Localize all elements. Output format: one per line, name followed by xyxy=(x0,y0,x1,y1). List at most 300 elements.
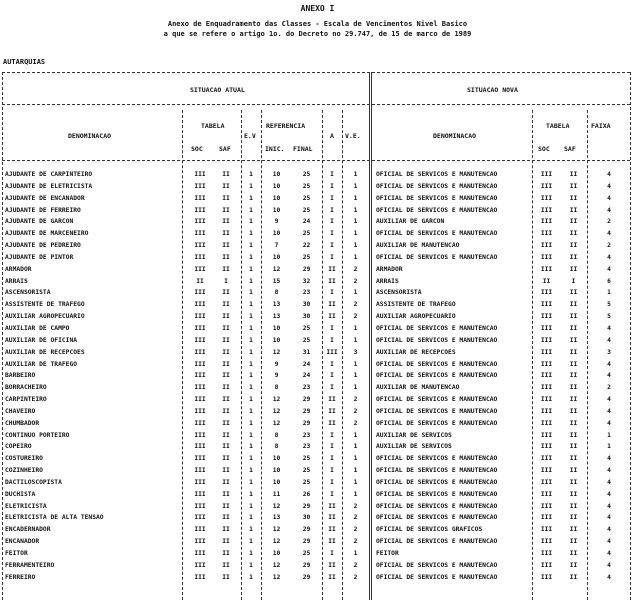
new-denominacao: OFICIAL DE SERVICOS GRAFICOS xyxy=(376,526,483,534)
old-denominacao: COZINHEIRO xyxy=(5,467,43,475)
inic-value: 12 xyxy=(272,407,281,415)
ev-value: 1 xyxy=(249,324,253,332)
final-value: 25 xyxy=(302,230,311,238)
saf-new-value: II xyxy=(569,443,578,451)
soc-new-value: III xyxy=(540,467,553,475)
inic-value: 9 xyxy=(274,372,279,380)
old-denominacao: DUCHISTA xyxy=(5,490,36,498)
faixa-value: 4 xyxy=(607,467,611,475)
faixa-value: 4 xyxy=(607,502,611,510)
ve-value: 2 xyxy=(353,396,358,404)
soc-new-value: III xyxy=(540,384,553,392)
soc-value: III xyxy=(194,336,206,344)
faixa-value: 2 xyxy=(607,242,611,250)
inic-value: 8 xyxy=(274,431,279,439)
new-denominacao: OFICIAL DE SERVICOS E MANUTENCAO xyxy=(376,360,498,368)
inic-value: 10 xyxy=(272,171,281,178)
saf-value: II xyxy=(222,301,230,309)
ve-value: 2 xyxy=(353,561,358,569)
new-denominacao: OFICIAL DE SERVICOS E MANUTENCAO xyxy=(376,455,498,463)
a-value: II xyxy=(328,313,336,321)
ve-value: 1 xyxy=(353,324,358,332)
ve-value: 1 xyxy=(353,550,358,557)
header-soc-right: SOC xyxy=(538,145,550,153)
document-subtitle-2: a que se refere o artigo 1o. do Decreto no 29.747, de 15 de marco de 1989 xyxy=(163,30,472,38)
section-label: AUTARQUIAS xyxy=(3,58,46,66)
saf-value: II xyxy=(222,230,230,238)
table-row xyxy=(0,348,635,360)
old-denominacao: CARPINTEIRO xyxy=(5,396,47,404)
faixa-value: 4 xyxy=(607,253,611,261)
table-row xyxy=(0,573,635,585)
ve-value: 2 xyxy=(353,265,358,273)
inic-value: 12 xyxy=(272,265,281,273)
saf-new-value: II xyxy=(569,407,578,415)
faixa-value: 4 xyxy=(607,419,611,427)
table-row xyxy=(0,241,635,253)
ve-value: 1 xyxy=(353,171,358,178)
saf-new-value: II xyxy=(569,550,578,557)
soc-value: III xyxy=(194,407,206,415)
ve-value: 1 xyxy=(353,443,358,451)
final-value: 25 xyxy=(302,194,311,202)
a-value: I xyxy=(330,455,334,463)
new-denominacao: OFICIAL DE SERVICOS E MANUTENCAO xyxy=(376,490,498,498)
inic-value: 10 xyxy=(272,478,281,486)
ev-value: 1 xyxy=(249,336,253,344)
old-denominacao: ENCADERNADOR xyxy=(5,526,51,534)
saf-value: II xyxy=(222,206,230,214)
saf-new-value: II xyxy=(569,561,578,569)
old-denominacao: AJUDANTE DE PINTOR xyxy=(5,253,74,261)
header-denominacao-left: DENOMINACAO xyxy=(68,132,112,140)
saf-new-value: II xyxy=(569,242,578,250)
ve-value: 1 xyxy=(353,467,358,475)
soc-value: III xyxy=(194,467,206,475)
new-denominacao: OFICIAL DE SERVICOS E MANUTENCAO xyxy=(376,194,498,202)
old-denominacao: FEITOR xyxy=(5,550,28,557)
final-value: 25 xyxy=(302,478,311,486)
ev-value: 1 xyxy=(249,253,253,261)
soc-new-value: III xyxy=(540,455,553,463)
ev-value: 1 xyxy=(249,514,253,522)
table-row xyxy=(0,360,635,372)
situacao-rule xyxy=(2,104,630,105)
final-value: 32 xyxy=(302,277,311,285)
final-value: 29 xyxy=(302,396,311,404)
ve-value: 2 xyxy=(353,419,358,427)
old-denominacao: FERRAMENTEIRO xyxy=(5,561,55,569)
soc-new-value: III xyxy=(540,514,553,522)
saf-new-value: II xyxy=(569,502,578,510)
new-denominacao: OFICIAL DE SERVICOS E MANUTENCAO xyxy=(376,538,498,546)
faixa-value: 4 xyxy=(607,573,611,581)
ve-value: 1 xyxy=(353,182,358,190)
ve-value: 1 xyxy=(353,289,358,297)
saf-new-value: II xyxy=(569,206,578,214)
faixa-value: 4 xyxy=(607,336,611,344)
old-denominacao: AJUDANTE DE PEDREIRO xyxy=(5,242,81,250)
soc-new-value: III xyxy=(540,289,553,297)
saf-new-value: II xyxy=(569,455,578,463)
saf-new-value: II xyxy=(569,538,578,546)
saf-new-value: II xyxy=(569,182,578,190)
a-value: I xyxy=(330,443,334,451)
saf-value: II xyxy=(222,289,230,297)
inic-value: 12 xyxy=(272,348,281,356)
final-value: 25 xyxy=(302,324,311,332)
saf-value: II xyxy=(222,194,230,202)
saf-new-value: II xyxy=(569,324,578,332)
soc-value: III xyxy=(194,396,206,404)
soc-new-value: III xyxy=(540,372,553,380)
new-denominacao: AUXILIAR DE SERVICOS xyxy=(376,443,452,451)
soc-value: III xyxy=(194,242,206,250)
soc-value: III xyxy=(194,253,206,261)
new-denominacao: FEITOR xyxy=(376,550,399,557)
a-value: II xyxy=(328,514,336,522)
soc-value: III xyxy=(194,372,206,380)
ev-value: 1 xyxy=(249,230,253,238)
ev-value: 1 xyxy=(249,277,253,285)
a-value: II xyxy=(328,419,336,427)
soc-new-value: III xyxy=(540,443,553,451)
ev-value: 1 xyxy=(249,265,253,273)
inic-value: 9 xyxy=(274,360,279,368)
final-value: 23 xyxy=(302,431,311,439)
soc-new-value: III xyxy=(540,348,553,356)
soc-value: III xyxy=(194,289,206,297)
ev-value: 1 xyxy=(249,242,253,250)
soc-new-value: III xyxy=(540,550,553,557)
faixa-value: 4 xyxy=(607,561,611,569)
a-value: II xyxy=(328,301,336,309)
ev-value: 1 xyxy=(249,561,253,569)
saf-new-value: II xyxy=(569,431,578,439)
soc-new-value: III xyxy=(540,230,553,238)
final-value: 24 xyxy=(302,360,311,368)
soc-new-value: III xyxy=(540,182,553,190)
table-row xyxy=(0,490,635,502)
old-denominacao: ASSISTENTE DE TRAFEGO xyxy=(5,301,85,309)
new-denominacao: ARMADOR xyxy=(376,265,403,273)
header-saf-right: SAF xyxy=(564,145,576,153)
soc-value: III xyxy=(194,431,206,439)
old-denominacao: ELETRICISTA DE ALTA TENSAO xyxy=(5,514,104,522)
table-row xyxy=(0,206,635,218)
soc-new-value: III xyxy=(540,265,553,273)
saf-value: II xyxy=(222,242,230,250)
final-value: 31 xyxy=(302,348,311,356)
faixa-value: 4 xyxy=(607,407,611,415)
ve-value: 1 xyxy=(353,194,358,202)
table-row xyxy=(0,265,635,277)
soc-new-value: III xyxy=(540,502,553,510)
final-value: 25 xyxy=(302,253,311,261)
table-row xyxy=(0,442,635,454)
inic-value: 10 xyxy=(272,324,281,332)
old-denominacao: DACTILOSCOPISTA xyxy=(5,478,62,486)
ev-value: 1 xyxy=(249,467,253,475)
ev-value: 1 xyxy=(249,431,253,439)
table-row xyxy=(0,194,635,206)
final-value: 29 xyxy=(302,502,311,510)
table-row xyxy=(0,395,635,407)
ve-value: 1 xyxy=(353,384,358,392)
old-denominacao: AJUDANTE DE FERREIRO xyxy=(5,206,81,214)
soc-value: III xyxy=(194,443,206,451)
a-value: I xyxy=(330,289,334,297)
saf-value: II xyxy=(222,313,230,321)
soc-new-value: III xyxy=(540,419,553,427)
faixa-value: 4 xyxy=(607,171,611,178)
saf-new-value: II xyxy=(569,313,578,321)
saf-value: II xyxy=(222,478,230,486)
saf-value: II xyxy=(222,538,230,546)
final-value: 25 xyxy=(302,182,311,190)
old-denominacao: AUXILIAR DE CAMPO xyxy=(5,324,70,332)
table-row xyxy=(0,336,635,348)
inic-value: 10 xyxy=(272,467,281,475)
header-bottom-rule xyxy=(2,160,630,161)
saf-value: II xyxy=(222,407,230,415)
header-tabela-left: TABELA xyxy=(201,122,225,130)
faixa-value: 1 xyxy=(607,289,611,297)
a-value: I xyxy=(330,206,334,214)
old-denominacao: AJUDANTE DE GARCON xyxy=(5,218,74,226)
soc-new-value: III xyxy=(540,526,553,534)
inic-value: 10 xyxy=(272,230,281,238)
old-denominacao: BARBEIRO xyxy=(5,372,36,380)
soc-value: III xyxy=(194,538,206,546)
ve-value: 1 xyxy=(353,230,358,238)
saf-value: II xyxy=(222,336,230,344)
faixa-value: 4 xyxy=(607,265,611,273)
saf-value: II xyxy=(222,550,230,557)
ve-value: 2 xyxy=(353,502,358,510)
ve-value: 2 xyxy=(353,538,358,546)
soc-new-value: III xyxy=(540,561,553,569)
new-denominacao: OFICIAL DE SERVICOS E MANUTENCAO xyxy=(376,253,498,261)
a-value: I xyxy=(330,360,334,368)
inic-value: 10 xyxy=(272,455,281,463)
faixa-value: 4 xyxy=(607,478,611,486)
ev-value: 1 xyxy=(249,396,253,404)
faixa-value: 2 xyxy=(607,218,611,226)
a-value: II xyxy=(328,561,336,569)
ev-value: 1 xyxy=(249,490,253,498)
soc-value: III xyxy=(194,194,206,202)
new-denominacao: AUXILIAR DE MANUTENCAO xyxy=(376,384,460,392)
ev-value: 1 xyxy=(249,348,253,356)
saf-value: II xyxy=(222,384,230,392)
ve-value: 2 xyxy=(353,573,358,581)
faixa-value: 6 xyxy=(607,277,611,285)
inic-value: 12 xyxy=(272,502,281,510)
header-ve: V.E. xyxy=(345,132,361,140)
ev-value: 1 xyxy=(249,289,253,297)
saf-value: II xyxy=(222,360,230,368)
table-row xyxy=(0,324,635,336)
new-denominacao: ASCENSORISTA xyxy=(376,289,422,297)
old-denominacao: ARMADOR xyxy=(5,265,32,273)
final-value: 25 xyxy=(302,455,311,463)
inic-value: 13 xyxy=(272,514,281,522)
table-row xyxy=(0,383,635,395)
table-row xyxy=(0,217,635,229)
soc-value: III xyxy=(194,265,206,273)
old-denominacao: AUXILIAR DE TRAFEGO xyxy=(5,360,78,368)
saf-value: II xyxy=(222,502,230,510)
faixa-value: 4 xyxy=(607,538,611,546)
a-value: I xyxy=(330,218,334,226)
final-value: 24 xyxy=(302,372,311,380)
saf-value: II xyxy=(222,455,230,463)
table-row xyxy=(0,229,635,241)
ev-value: 1 xyxy=(249,526,253,534)
old-denominacao: AJUDANTE DE MARCENEIRO xyxy=(5,230,89,238)
soc-value: III xyxy=(194,301,206,309)
ve-value: 1 xyxy=(353,431,358,439)
saf-value: II xyxy=(222,431,230,439)
faixa-value: 4 xyxy=(607,514,611,522)
saf-value: II xyxy=(222,467,230,475)
inic-value: 10 xyxy=(272,206,281,214)
inic-value: 13 xyxy=(272,301,281,309)
saf-new-value: II xyxy=(569,265,578,273)
table-row xyxy=(0,419,635,431)
ve-value: 2 xyxy=(353,313,358,321)
inic-value: 7 xyxy=(274,242,279,250)
a-value: I xyxy=(330,431,334,439)
new-denominacao: OFICIAL DE SERVICOS E MANUTENCAO xyxy=(376,206,498,214)
header-situacao-nova: SITUACAO NOVA xyxy=(467,86,518,94)
saf-new-value: II xyxy=(569,171,578,178)
ev-value: 1 xyxy=(249,478,253,486)
new-denominacao: AUXILIAR DE GARCON xyxy=(376,218,445,226)
new-denominacao: OFICIAL DE SERVICOS E MANUTENCAO xyxy=(376,467,498,475)
soc-value: III xyxy=(194,348,206,356)
table-row xyxy=(0,537,635,549)
a-value: II xyxy=(328,526,336,534)
table-row xyxy=(0,466,635,478)
saf-new-value: II xyxy=(569,360,578,368)
saf-new-value: II xyxy=(569,490,578,498)
soc-new-value: III xyxy=(540,242,553,250)
final-value: 23 xyxy=(302,443,311,451)
faixa-value: 5 xyxy=(607,313,611,321)
saf-value: II xyxy=(222,171,230,178)
a-value: II xyxy=(328,265,336,273)
saf-new-value: II xyxy=(569,514,578,522)
document-subtitle-1: Anexo de Enquadramento das Classes - Escala de Vencimentos Nivel Basico xyxy=(167,20,468,28)
table-row xyxy=(0,300,635,312)
saf-new-value: II xyxy=(569,467,578,475)
soc-new-value: III xyxy=(540,324,553,332)
faixa-value: 4 xyxy=(607,182,611,190)
final-value: 29 xyxy=(302,538,311,546)
saf-value: II xyxy=(222,490,230,498)
saf-new-value: II xyxy=(569,478,578,486)
table-row xyxy=(0,513,635,525)
inic-value: 12 xyxy=(272,526,281,534)
old-denominacao: CHAVEIRO xyxy=(5,407,36,415)
new-denominacao: OFICIAL DE SERVICOS E MANUTENCAO xyxy=(376,336,498,344)
saf-new-value: II xyxy=(569,384,578,392)
a-value: I xyxy=(330,242,334,250)
ve-value: 1 xyxy=(353,336,358,344)
soc-value: II xyxy=(196,277,204,285)
final-value: 29 xyxy=(302,526,311,534)
new-denominacao: OFICIAL DE SERVICOS E MANUTENCAO xyxy=(376,372,498,380)
saf-value: II xyxy=(222,443,230,451)
soc-value: III xyxy=(194,313,206,321)
ve-value: 1 xyxy=(353,242,358,250)
ev-value: 1 xyxy=(249,194,253,202)
saf-value: II xyxy=(222,218,230,226)
soc-new-value: III xyxy=(540,396,553,404)
faixa-value: 4 xyxy=(607,455,611,463)
saf-value: II xyxy=(222,253,230,261)
final-value: 26 xyxy=(302,490,311,498)
saf-value: II xyxy=(222,573,230,581)
header-inic: INIC. xyxy=(265,145,285,153)
final-value: 29 xyxy=(302,265,311,273)
document-title: ANEXO I xyxy=(300,4,335,13)
faixa-value: 2 xyxy=(607,384,611,392)
inic-value: 11 xyxy=(272,490,281,498)
saf-new-value: II xyxy=(569,573,578,581)
inic-value: 9 xyxy=(274,218,279,226)
ev-value: 1 xyxy=(249,550,253,557)
table-row xyxy=(0,312,635,324)
soc-value: III xyxy=(194,514,206,522)
inic-value: 8 xyxy=(274,443,279,451)
final-value: 29 xyxy=(302,407,311,415)
inic-value: 10 xyxy=(272,253,281,261)
saf-new-value: II xyxy=(569,348,578,356)
soc-value: III xyxy=(194,182,206,190)
faixa-value: 4 xyxy=(607,230,611,238)
soc-value: III xyxy=(194,550,206,557)
a-value: II xyxy=(328,502,336,510)
table-row xyxy=(0,431,635,443)
header-soc-left: SOC xyxy=(191,145,203,153)
soc-new-value: III xyxy=(540,194,553,202)
ve-value: 2 xyxy=(353,301,358,309)
table-row xyxy=(0,371,635,383)
ev-value: 1 xyxy=(249,301,253,309)
a-value: II xyxy=(328,538,336,546)
new-denominacao: AUXILIAR DE SERVICOS xyxy=(376,431,452,439)
final-value: 25 xyxy=(302,171,311,178)
old-denominacao: AUXILIAR DE RECEPCOES xyxy=(5,348,85,356)
table-row xyxy=(0,277,635,289)
new-denominacao: OFICIAL DE SERVICOS E MANUTENCAO xyxy=(376,502,498,510)
saf-value: II xyxy=(222,324,230,332)
soc-value: III xyxy=(194,206,206,214)
saf-value: II xyxy=(222,514,230,522)
final-value: 22 xyxy=(302,242,311,250)
a-value: I xyxy=(330,324,334,332)
table-body xyxy=(0,170,635,585)
faixa-value: 4 xyxy=(607,490,611,498)
soc-new-value: III xyxy=(540,407,553,415)
soc-value: III xyxy=(194,419,206,427)
faixa-value: 1 xyxy=(607,443,611,451)
soc-value: III xyxy=(194,218,206,226)
soc-value: III xyxy=(194,230,206,238)
